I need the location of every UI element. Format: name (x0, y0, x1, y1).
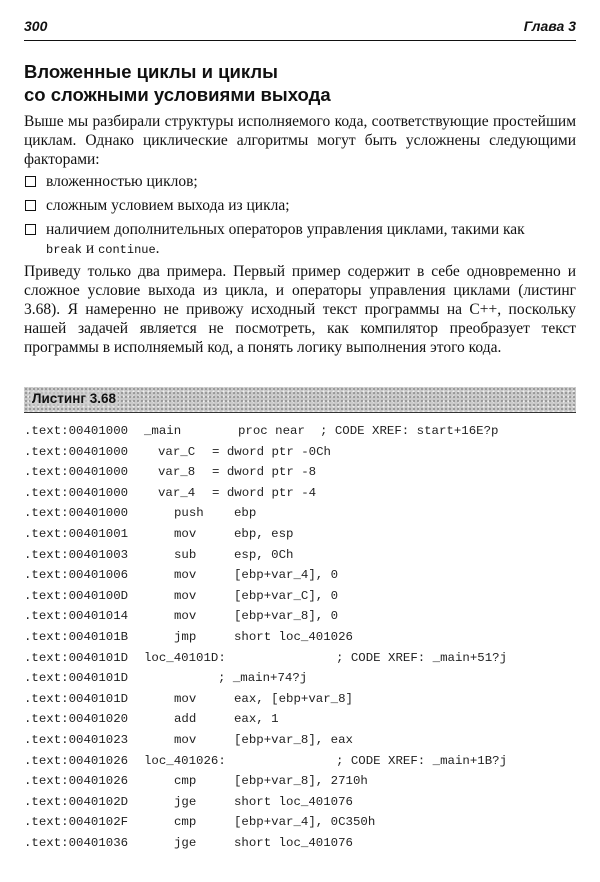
code-line (24, 568, 576, 589)
list-item (24, 172, 576, 191)
code-line (24, 424, 576, 445)
code-line (24, 774, 576, 795)
code-mnemonic: jge (174, 835, 197, 850)
listing-rule (24, 412, 576, 413)
code-operands: eax, [ebp+var_8] (234, 691, 353, 706)
code-line (24, 486, 576, 507)
list-item-end: . (155, 240, 160, 257)
code-line (24, 506, 576, 527)
code-operands: [ebp+var_8], 2710h (234, 774, 368, 789)
code-address: .text:0040101B (24, 629, 129, 644)
list-item (24, 196, 576, 215)
code-mnemonic: mov (174, 568, 197, 583)
code-operands: esp, 0Ch (234, 547, 294, 562)
code-address: .text:00401036 (24, 835, 129, 850)
listing-title: Листинг 3.68 (32, 391, 116, 406)
code-mnemonic: mov (174, 526, 197, 541)
code-address: .text:00401014 (24, 609, 129, 624)
section-heading-line-1: Вложенные циклы и циклы (24, 61, 278, 82)
code-line (24, 445, 576, 466)
code-operands: = dword ptr -4 (212, 485, 317, 500)
code-operands: short loc_401076 (234, 835, 353, 850)
code-address: .text:0040102F (24, 815, 129, 830)
code-break: break (46, 243, 83, 257)
section-heading (24, 60, 576, 106)
code-address: .text:00401026 (24, 774, 129, 789)
code-operands: ebp (234, 506, 257, 521)
code-address: .text:00401020 (24, 712, 129, 727)
code-address: .text:00401006 (24, 568, 129, 583)
header-rule (24, 40, 576, 41)
code-address: .text:0040100D (24, 588, 129, 603)
code-mnemonic: mov (174, 691, 197, 706)
list-item (24, 220, 576, 260)
code-mnemonic: cmp (174, 774, 197, 789)
checkbox-bullet-icon (25, 176, 36, 187)
code-address: .text:0040101D (24, 691, 129, 706)
chapter-label: Глава 3 (523, 18, 576, 34)
code-mnemonic: cmp (174, 815, 197, 830)
code-operands: ebp, esp (234, 526, 294, 541)
code-line (24, 671, 576, 692)
code-label: loc_401026: (144, 753, 226, 768)
code-continue: continue (98, 243, 156, 257)
code-address: .text:00401000 (24, 424, 129, 438)
code-mnemonic: var_8 (158, 465, 196, 480)
code-address: .text:00401000 (24, 506, 129, 521)
code-operands: short loc_401026 (234, 629, 353, 644)
code-line (24, 795, 576, 816)
checkbox-bullet-icon (25, 224, 36, 235)
checkbox-bullet-icon (25, 200, 36, 211)
code-operands: short loc_401076 (234, 794, 353, 809)
code-comment: ; CODE XREF: _main+1B?j (336, 753, 508, 768)
page-number: 300 (24, 18, 48, 34)
code-mnemonic: var_4 (158, 485, 196, 500)
code-line (24, 630, 576, 651)
code-operands: [ebp+var_4], 0C350h (234, 815, 376, 830)
code-mnemonic: jge (174, 794, 197, 809)
code-operands: = dword ptr -0Ch (212, 444, 331, 459)
section-heading-line-2: со сложными условиями выхода (24, 84, 331, 105)
code-address: .text:00401001 (24, 526, 129, 541)
code-operands: eax, 1 (234, 712, 279, 727)
code-address: .text:00401003 (24, 547, 129, 562)
intro-paragraph: Выше мы разбирали структуры исполняемого кода, соответствующие простейшим циклам. Однако циклические алгоритмы могут быть усложнены следующими факторами: (24, 113, 576, 168)
code-line (24, 692, 576, 713)
code-comment: ; CODE XREF: _main+51?j (336, 650, 508, 665)
code-address: .text:0040102D (24, 794, 129, 809)
code-mnemonic: mov (174, 732, 197, 747)
code-operands: [ebp+var_4], 0 (234, 568, 339, 583)
code-address: .text:00401026 (24, 753, 129, 768)
list-item-text: вложенностью циклов; (46, 173, 198, 190)
code-mnemonic: add (174, 712, 197, 727)
code-line (24, 609, 576, 630)
code-line (24, 712, 576, 733)
code-operands: = dword ptr -8 (212, 465, 317, 480)
code-line (24, 651, 576, 672)
code-listing (24, 424, 576, 856)
code-label: loc_40101D: (144, 650, 226, 665)
factor-list (24, 172, 576, 265)
list-item-text: наличием дополнительных операторов управления циклами, такими как (46, 221, 525, 238)
code-mnemonic: jmp (174, 629, 197, 644)
code-mnemonic: sub (174, 547, 197, 562)
code-operands: [ebp+var_8], 0 (234, 609, 339, 624)
code-line (24, 836, 576, 857)
code-label: _main (144, 424, 182, 438)
examples-paragraph: Приведу только два примера. Первый пример содержит в себе одновременно и сложное условие выхода из цикла, и операторы управления циклами (листинг 3.68). Я намеренно не привожу исходный текст программы на C++, поскольку нашей задачей является не посмотреть, как компилятор преобразует текст программы в исполняемый код, а понять логику выполнения этого кода. (24, 263, 576, 356)
code-address: .text:0040101D (24, 650, 129, 665)
code-address: .text:00401000 (24, 465, 129, 480)
list-item-conjunction: и (85, 240, 95, 257)
code-line (24, 733, 576, 754)
code-operands: ; _main+74?j (218, 671, 308, 686)
code-line (24, 589, 576, 610)
code-line (24, 815, 576, 836)
code-operands: [ebp+var_8], eax (234, 732, 353, 747)
code-mnemonic: push (174, 506, 204, 521)
code-address: .text:00401000 (24, 485, 129, 500)
code-line (24, 527, 576, 548)
code-mnemonic: proc near (238, 424, 305, 438)
code-address: .text:0040101D (24, 671, 129, 686)
list-item-text: сложным условием выхода из цикла; (46, 197, 290, 214)
listing-title-bar (24, 387, 576, 412)
running-header (24, 14, 576, 40)
code-address: .text:00401000 (24, 444, 129, 459)
code-line (24, 754, 576, 775)
code-comment: ; CODE XREF: start+16E?p (320, 424, 499, 438)
code-line (24, 465, 576, 486)
code-line (24, 548, 576, 569)
code-mnemonic: var_C (158, 444, 196, 459)
code-address: .text:00401023 (24, 732, 129, 747)
code-operands: [ebp+var_C], 0 (234, 588, 339, 603)
code-mnemonic: mov (174, 588, 197, 603)
code-mnemonic: mov (174, 609, 197, 624)
